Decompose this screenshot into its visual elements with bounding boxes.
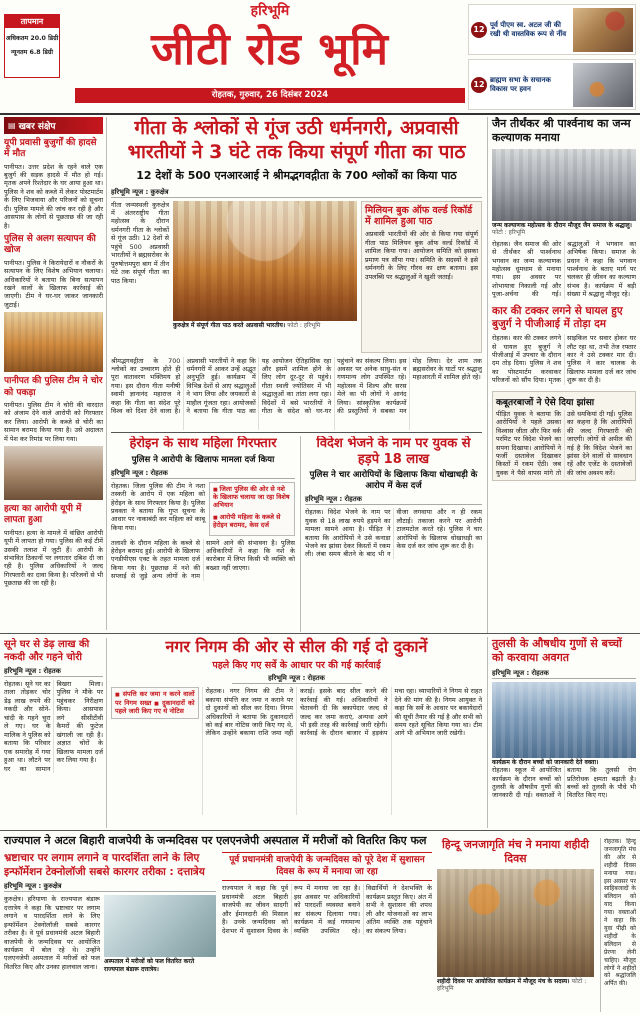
news-briefs-column	[4, 117, 107, 630]
teaser-caption: ब्राह्मण सभा के सचानक विकास पर हवन	[490, 75, 551, 93]
good-governance-body: राज्यपाल ने कहा कि पूर्व प्रधानमंत्री अटल बिहारी वाजपेयी का जीवन सादगी और ईमानदारी की मिसाल है। उनके जन्मदिवस को देशभर में सुशासन दिवस के रूप में मनाया जा रहा है। इस अवसर पर अधिकारियों को पारदर्शी व्यवस्था बनाने का संकल्प दिलाया गया। कार्यक्रम में कई गणमान्य व्यक्ति उपस्थित रहे। विद्यार्थियों ने देशभक्ति के कार्यक्रम प्रस्तुत किए। अंत में सभी ने सुशासन की शपथ ली और योजनाओं का लाभ अंतिम व्यक्ति तक पहुंचाने का संकल्प लिया।	[222, 884, 432, 935]
teaser-caption: पूर्व पीएम स्व. अटल जी की रखी थी वास्तविक रूप से नींव	[490, 20, 567, 38]
tulsi-story	[487, 637, 636, 828]
heroin-story	[111, 436, 295, 632]
governor-banner-headline: राज्यपाल ने अटल बिहारी वाजपेयी के जन्मदिवस पर एलएनजेपी अस्पताल में मरीजों को वितरित किए फल	[4, 834, 427, 847]
brief-photo	[4, 446, 103, 500]
brief-photo	[4, 312, 103, 372]
top-teasers	[468, 4, 636, 110]
hospital-photo	[104, 895, 216, 957]
lead-photo	[173, 201, 357, 321]
kabootar-body: पीड़ित युवक ने बताया कि आरोपियों ने पहले उसका विश्वास जीता और फिर वर्क परमिट पर विदेश भेजने का सपना दिखाया। आरोपियों ने फर्जी दस्तावेज दिखाकर किस्तों में रकम ऐंठी। जब युवक ने पैसे वापस मांगे तो उसे धमकियां दी गईं। पुलिस का कहना है कि आरोपियों की जल्द गिरफ्तारी की जाएगी। लोगों से अपील की गई है कि विदेश भेजने का झांसा देने वालों से सावधान रहें और एजेंट के दस्तावेजों की जांच अवश्य करें।	[496, 409, 632, 477]
brief-headline: पुलिस से अलग सत्यापन की खोज	[4, 234, 96, 256]
theft-body: रोहतक। सूने घर का ताला तोड़कर चोर डेढ़ लाख रुपये की नकदी और सोने-चांदी के गहने चुरा ले गए। घर के मालिक ने पुलिस को बताया कि परिवार एक समारोह में गया हुआ था। लौटने पर घर का सामान बिखरा मिला। पुलिस ने मौके पर पहुंचकर निरीक्षण किया। आसपास लगे सीसीटीवी कैमरों की फुटेज खंगाली जा रही है। अज्ञात चोरों के खिलाफ मामला दर्ज कर लिया गया है।	[4, 680, 103, 773]
martyrdom-caption-text: शहीदी दिवस पर आयोजित कार्यक्रम में मौजूद मंच के सदस्य।	[437, 977, 570, 985]
heroin-headline: हेरोइन के साथ महिला गिरफ्तार	[129, 436, 277, 451]
tulsi-headline: तुलसी के औषधीय गुणों से बच्चों को करवाया अवगत	[492, 637, 622, 665]
car-accident-headline: कार की टक्कर लगने से घायल हुए बुजुर्ग ने पीजीआई में तोड़ा दम	[492, 304, 623, 331]
lead-body-text: श्रीमद्भगवद्गीता के 700 श्लोकों का उच्चारण होते ही पूरा वातावरण भक्तिमय हो गया। इस दौरान गीता मनीषी स्वामी ज्ञानानंद महाराज ने कहा कि गीता का संदेश पूरे विश्व को दिशा देने वाला है। अप्रवासी भारतीयों ने कहा कि धर्मनगरी में आकर उन्हें अद्भुत अनुभूति हुई। कार्यक्रम में विभिन्न देशों से आए श्रद्धालुओं ने भाग लिया और जयकारों से माहौल गूंजता रहा। आयोजकों ने बताया कि गीता पाठ का यह आयोजन ऐतिहासिक रहा और इसमें शामिल होने के लिए लोग दूर-दूर से पहुंचे। गीता स्थली ज्योतिसर में भी श्रद्धालुओं का तांता लगा रहा। विदेशों में बसे भारतीयों ने गीता के संदेश को घर-घर पहुंचाने का संकल्प लिया। इस अवसर पर अनेक साधु-संत व गणमान्य लोग उपस्थित रहे। महोत्सव में शिल्प और सरस मेले का भी लोगों ने आनंद लिया। सांस्कृतिक कार्यक्रमों की प्रस्तुतियों ने सबका मन मोह लिया। देर शाम तक ब्रह्मसरोवर के घाटों पर श्रद्धालु महाआरती में शामिल होते रहे।	[111, 356, 482, 416]
lead-caption-text: कुरुक्षेत्र में संपूर्ण गीता पाठ करते अप्रवासी भारतीय।	[173, 321, 286, 329]
theft-story	[4, 638, 107, 828]
section-divider	[0, 830, 640, 831]
teaser-item	[468, 59, 636, 110]
heroin-subheadline: पुलिस ने आरोपी के खिलाफ मामला दर्ज किया	[131, 454, 275, 465]
lead-figure	[173, 201, 357, 353]
teaser-photo	[573, 63, 633, 107]
brief-headline: हत्या का आरोपी यूपी में लापता हुआ	[4, 504, 82, 526]
fraud-byline: हरिभूमि न्यूज : रोहतक	[305, 494, 482, 505]
masthead-divider	[0, 113, 640, 115]
lead-byline: हरिभूमि न्यूज : कुरुक्षेत्र	[111, 187, 482, 198]
page-number-badge: 12	[471, 22, 487, 38]
highlight-item: ■ दुकानदारों को पहले जारी किए गए थे नोटिस	[115, 699, 195, 716]
lead-story	[111, 117, 482, 430]
photo-credit: फोटो : हरिभूमि	[437, 977, 587, 992]
car-accident-body: रोहतक। कार की टक्कर लगने से घायल हुए बुजुर्ग ने पीजीआई में उपचार के दौरान दम तोड़ दिया। पुलिस ने शव का पोस्टमार्टम करवाकर परिजनों को सौंप दिया। मृतक साइकिल पर सवार होकर घर लौट रहा था, तभी तेज रफ्तार कार ने उसे टक्कर मार दी। पुलिस ने कार चालक के खिलाफ मामला दर्ज कर जांच शुरू कर दी है।	[492, 334, 636, 385]
briefs-section-header	[4, 117, 103, 134]
martyrdom-figure	[437, 869, 594, 993]
governor-figure	[104, 895, 216, 973]
heroin-body-left: रोहतक। जिला पुलिस की टीम ने नशा तस्करी के आरोप में एक महिला को हेरोइन के साथ गिरफ्तार किया है। पुलिस प्रवक्ता ने बताया कि गुप्त सूचना के आधार पर नाकाबंदी कर महिला को काबू किया गया।	[111, 481, 205, 532]
martyrdom-photo	[437, 869, 594, 977]
lead-middle-row	[111, 201, 482, 353]
fraud-body: रोहतक। विदेश भेजने के नाम पर युवक से 18 लाख रुपये हड़पने का मामला सामने आया है। पीड़ित ने बताया कि आरोपियों ने उसे कनाडा भेजने का झांसा देकर किस्तों में रकम ली। लंबा समय बीतने के बाद भी न वीजा लगवाया और न ही रकम लौटाई। तकाजा करने पर आरोपी टालमटोल करते रहे। पुलिस ने चार आरोपियों के खिलाफ धोखाधड़ी का केस दर्ज कर जांच शुरू कर दी है।	[305, 508, 482, 559]
teaser-item	[468, 4, 636, 55]
weather-title: तापमान	[5, 15, 59, 28]
martyrdom-body-column: रोहतक। हिन्दू जनजागृति मंच की ओर से शहीदी दिवस मनाया गया। इस अवसर पर साहिबजादों के बलिदान को याद किया गया। वक्ताओं ने कहा कि युवा पीढ़ी को शहीदों के बलिदान से प्रेरणा लेनी चाहिए। मौजूद लोगों ने शहीदों को श्रद्धांजलि अर्पित की।	[600, 838, 636, 1012]
municipal-story	[111, 637, 482, 828]
masthead-title: जीटी रोड भूमि	[151, 24, 389, 75]
record-sidebox	[361, 201, 482, 353]
highlight-item: ■ संपत्ति कर जमा न करने वालों पर निगम सख्त	[115, 690, 195, 707]
lead-headline: गीता के श्लोकों से गूंज उठी धर्मनगरी, अप्रवासी भारतीयों ने 3 घंटे तक किया संपूर्ण गीता का पाठ	[127, 117, 466, 163]
photo-credit: फोटो : हरिभूमि	[492, 229, 526, 237]
lead-intro-text: गीता जन्मस्थली कुरुक्षेत्र में अंतरराष्ट्रीय गीता महोत्सव के दौरान धर्मनगरी गीता के श्लोकों से गूंज उठी। 12 देशों से पहुंचे 500 अप्रवासी भारतीयों ने ब्रह्मसरोवर के पुरुषोत्तमपुरा बाग में तीन घंटे तक संपूर्ण गीता का पाठ किया।	[111, 200, 169, 285]
right-column	[487, 117, 636, 633]
tulsi-body: रोहतक। स्कूल में आयोजित कार्यक्रम के दौरान बच्चों को तुलसी के औषधीय गुणों की जानकारी दी गई। वक्ताओं ने बताया कि तुलसी रोग प्रतिरोधक क्षमता बढ़ाती है। बच्चों को तुलसी के पौधे भी वितरित किए गए।	[492, 766, 636, 800]
tulsi-photo-caption: कार्यक्रम के दौरान बच्चों को जानकारी देते वक्ता।	[492, 758, 599, 766]
newspaper-icon: ▤	[8, 120, 16, 130]
martyrdom-photo-caption	[437, 978, 594, 993]
jain-photo	[492, 149, 636, 221]
theft-headline: सूने घर से डेढ़ लाख की नकदी और गहने चोरी	[4, 639, 90, 663]
weather-box	[4, 14, 60, 78]
tulsi-byline: हरिभूमि न्यूज : रोहतक	[492, 668, 636, 679]
municipal-highlights-box	[111, 687, 199, 718]
municipal-body	[111, 687, 482, 815]
heroin-highlights-box	[209, 482, 295, 536]
photo-credit: फोटो : हरिभूमि	[287, 321, 321, 329]
heroin-body: तलाशी के दौरान महिला के कब्जे से हेरोइन बरामद हुई। आरोपी के खिलाफ एनडीपीएस एक्ट के तहत मामला दर्ज किया गया है। पूछताछ में नशे की सप्लाई से जुड़े अन्य लोगों के नाम सामने आने की संभावना है। पुलिस अधिकारियों ने कहा कि नशे के कारोबार में लिप्त किसी भी व्यक्ति को बख्शा नहीं जाएगा।	[111, 538, 295, 581]
municipal-body-text: रोहतक। नगर निगम की टीम ने बकाया संपत्ति कर जमा न कराने पर दो दुकानों को सील कर दिया। निगम अधिकारियों ने बताया कि दुकानदारों को कई बार नोटिस जारी किए गए थे, लेकिन उन्होंने बकाया राशि जमा नहीं कराई। इसके बाद सील करने की कार्रवाई की गई। अधिकारियों ने चेतावनी दी कि बकायेदार जल्द से जल्द कर जमा कराएं, अन्यथा आगे भी इसी तरह की कार्रवाई जारी रहेगी। कार्रवाई के दौरान बाजार में हड़कंप मचा रहा। व्यापारियों ने निगम से राहत देने की मांग की है। निगम आयुक्त ने कहा कि सर्वे के आधार पर बकायेदारों की सूची तैयार की गई है और सभी को समय रहते सूचित किया गया था। टीम आगे भी अभियान जारी रखेगी।	[205, 687, 482, 738]
weather-max: अधिकतम 20.0 डिग्री	[5, 35, 59, 42]
fraud-story	[300, 436, 482, 632]
heroin-row	[111, 482, 295, 536]
fraud-headline: विदेश भेजने के नाम पर युवक से हड़पे 18 लाख	[316, 436, 471, 467]
martyrdom-headline: हिन्दू जनजागृति मंच ने मनाया शहीदी दिवस	[442, 838, 589, 865]
highlight-item: ■ आरोपी महिला के कब्जे से हेरोइन बरामद, केस दर्ज	[213, 513, 291, 530]
brief-headline: पानीपत की पुलिस टीम ने चोर को पकड़ा	[4, 376, 103, 398]
governor-headline: भ्रष्टाचार पर लगाम लगाने व पारदर्शिता लाने के लिए इन्फॉर्मेशन टेक्नोलॉजी सबसे कारगर तरीका : दत्तात्रेय	[4, 852, 205, 878]
section-divider	[0, 633, 640, 634]
municipal-byline: हरिभूमि न्यूज : रोहतक	[232, 673, 362, 684]
kabootar-box	[492, 391, 636, 482]
municipal-subheadline: पहले किए गए सर्वे के आधार पर की गई कार्रवाई	[212, 660, 381, 672]
good-governance-block	[222, 852, 432, 1012]
jain-caption-text: जन्म कल्याणक महोत्सव के दौरान मौजूद जैन समाज के श्रद्धालु।	[492, 221, 632, 229]
brand-logo: हरिभूमि	[250, 3, 290, 19]
hospital-photo-caption: अस्पताल में मरीजों को फल वितरित करते राज्यपाल बंडारू दत्तात्रेय।	[104, 958, 195, 973]
brief-body: पानीपत। पुलिस ने किरायेदारों व नौकरों के सत्यापन के लिए विशेष अभियान चलाया। अधिकारियों ने बताया कि बिना सत्यापन रखने वालों के खिलाफ कार्रवाई की जाएगी। टीम ने घर-घर जाकर जानकारी जुटाई।	[4, 258, 103, 309]
martyrdom-day-story	[437, 838, 594, 1012]
page-number-badge: 12	[471, 77, 487, 93]
municipal-headline: नगर निगम की ओर से सील की गई दो दुकानें	[165, 637, 428, 656]
section-divider	[111, 432, 482, 433]
sidebox-body: अप्रवासी भारतीयों की ओर से किया गया संपूर्ण गीता पाठ मिलियन बुक ऑफ वर्ल्ड रिकॉर्ड में शामिल किया गया। आयोजन समिति को इसका प्रमाण पत्र सौंपा गया। समिति के सदस्यों ने इसे धर्मनगरी के लिए गौरव का क्षण बताया। इस उपलब्धि पर श्रद्धालुओं ने खुशी जताई।	[365, 230, 478, 281]
brief-headline: यूपी प्रवासी बुजुर्गों की हादसे में मौत	[4, 138, 97, 160]
governor-byline: हरिभूमि न्यूज : कुरुक्षेत्र	[4, 881, 216, 892]
sidebox-headline: मिलियन बुक ऑफ वर्ल्ड रिकॉर्ड में शामिल हुआ पाठ	[365, 204, 473, 228]
kabootar-headline: कबूतरबाजों ने ऐसे दिया झांसा	[496, 397, 595, 408]
briefs-header-label: खबर संक्षेप	[18, 122, 56, 132]
teaser-photo	[573, 8, 633, 52]
governor-body: कुरुक्षेत्र। हरियाणा के राज्यपाल बंडारू दत्तात्रेय ने कहा कि भ्रष्टाचार पर लगाम लगाने व पारदर्शिता लाने के लिए इन्फॉर्मेशन टेक्नोलॉजी सबसे कारगर तरीका है। वे पूर्व प्रधानमंत्री अटल बिहारी वाजपेयी के जन्मदिवस पर आयोजित कार्यक्रम में बोल रहे थे। उन्होंने एलएनजेपी अस्पताल में मरीजों को फल वितरित किए और उनका हालचाल जाना।	[4, 895, 100, 971]
brief-body: पानीपत। उत्तर प्रदेश के रहने वाले एक बुजुर्ग की सड़क हादसे में मौत हो गई। मृतक अपने रिश्तेदार के घर आया हुआ था। पुलिस ने शव को कब्जे में लेकर पोस्टमार्टम के लिए भिजवाया और परिजनों को सूचना दी। पुलिस मामले की जांच कर रही है और आसपास के लोगों से पूछताछ की जा रही है।	[4, 162, 103, 230]
jain-body: रोहतक। जैन समाज की ओर से तीर्थंकर श्री पार्श्वनाथ भगवान का जन्म कल्याणक महोत्सव धूमधाम से मनाया गया। इस अवसर पर शोभायात्रा निकाली गई और पूजा-अर्चना की गई। श्रद्धालुओं ने भगवान का अभिषेक किया। समाज के प्रधान ने कहा कि भगवान पार्श्वनाथ के बताए मार्ग पर चलकर ही जीवन का कल्याण संभव है। कार्यक्रम में बड़ी संख्या में श्रद्धालु मौजूद रहे।	[492, 239, 636, 299]
lead-photo-caption	[173, 322, 357, 330]
brief-body: पानीपत। हत्या के मामले में वांछित आरोपी यूपी में लापता हो गया। पुलिस की कई टीमें उसकी तलाश में जुटी हैं। आरोपी के संभावित ठिकानों पर लगातार दबिश दी जा रही है। पुलिस अधिकारियों ने जल्द गिरफ्तारी का दावा किया है। परिजनों से भी पूछताछ की जा रही है।	[4, 528, 103, 588]
fraud-subheadline: पुलिस ने चार आरोपियों के खिलाफ किया धोखाधड़ी के आरोप में केस दर्ज	[309, 470, 478, 492]
dateline: रोहतक, गुरुवार, 26 दिसंबर 2024	[75, 88, 465, 103]
masthead	[0, 0, 640, 113]
governor-row	[4, 895, 216, 973]
good-governance-subheadline: पूर्व प्रधानमंत्री वाजपेयी के जन्मदिवस को पूरे देश में सुशासन दिवस के रूप में मनाया जा रहा	[222, 852, 432, 881]
theft-byline: हरिभूमि न्यूज : रोहतक	[4, 666, 103, 677]
lead-subheadline: 12 देशों के 500 एनआरआई ने श्रीमद्भगवद्गीता के 700 श्लोकों का किया पाठ	[136, 168, 457, 182]
governor-story	[4, 852, 216, 1012]
highlight-item: ■ जिला पुलिस की ओर से नशे के खिलाफ चलाया जा रहा विशेष अभियान	[213, 485, 291, 510]
brief-body: पानीपत। पुलिस टीम ने चोरी की वारदात को अंजाम देने वाले आरोपी को गिरफ्तार कर लिया। आरोपी के कब्जे से चोरी का सामान बरामद किया गया है। उसे अदालत में पेश कर रिमांड पर लिया गया।	[4, 400, 103, 443]
jain-figure	[492, 149, 636, 237]
tulsi-figure	[492, 682, 636, 767]
jain-headline: जैन तीर्थंकर श्री पार्श्वनाथ का जन्म कल्याणक मनाया	[492, 117, 631, 145]
tulsi-photo	[492, 682, 636, 758]
weather-min: न्यूनतम 6.8 डिग्री	[10, 49, 54, 56]
heroin-byline: हरिभूमि न्यूज : रोहतक	[111, 468, 295, 479]
jain-photo-caption	[492, 222, 636, 237]
